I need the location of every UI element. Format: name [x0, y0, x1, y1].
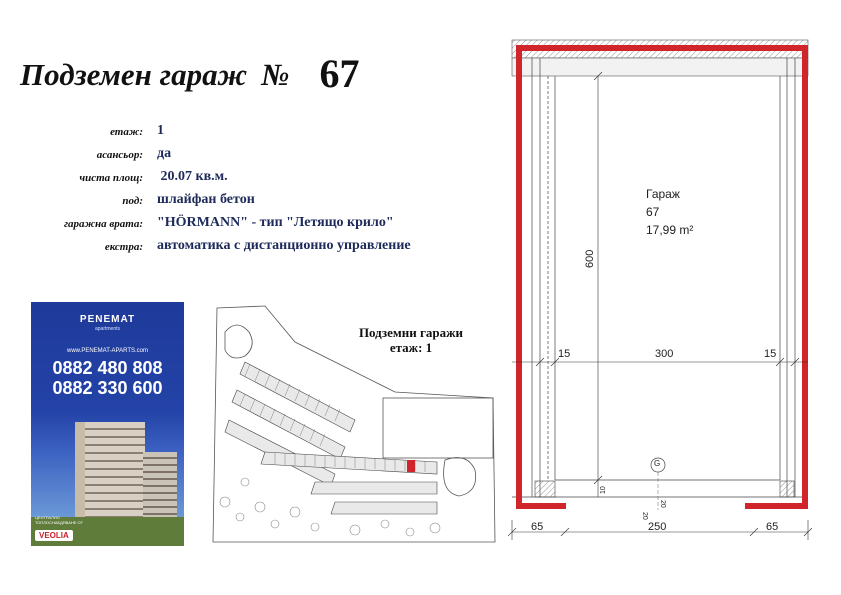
left-wall	[532, 58, 555, 497]
dim-inner-width-label: 300	[655, 348, 674, 360]
right-column	[780, 481, 794, 497]
title-text: Подземен гараж	[20, 57, 248, 92]
roundabout-bottom	[444, 458, 476, 496]
spec-value: шлайфан бетон	[157, 192, 255, 207]
dim-small-3: 10	[600, 486, 607, 494]
axis-label: G	[654, 459, 661, 468]
page-title	[20, 48, 359, 95]
door-line	[512, 480, 808, 497]
spec-label: чиста площ:	[79, 172, 143, 184]
building-illustration	[75, 422, 145, 527]
ad-brand: PENEMAT	[79, 314, 136, 325]
site-plan-title-line1: Подземни гаражи	[358, 325, 464, 340]
dim-left-wall-label: 15	[558, 348, 571, 360]
site-plan-title-line2: етаж: 1	[389, 340, 433, 355]
spec-row-floor-type	[0, 192, 520, 212]
ad-phone-2: 0882 330 600	[52, 378, 163, 398]
dim-bottom-left-label: 65	[531, 521, 544, 533]
spec-row-floor	[0, 123, 520, 143]
dim-small-2: 20	[659, 500, 666, 508]
spec-label: гаражна врата:	[63, 218, 143, 230]
dim-depth-label: 600	[584, 249, 596, 268]
dim-bottom-right-label: 65	[766, 521, 779, 533]
roundabout-top	[225, 325, 252, 358]
garage-outline-highlight	[519, 48, 805, 506]
highlighted-garage	[407, 460, 415, 472]
spec-row-elevator	[0, 146, 520, 166]
ad-url: www.PENEMAT-APARTS.com	[66, 348, 148, 354]
spec-value: автоматика с дистанционно управление	[157, 238, 411, 253]
spec-value: 1	[157, 123, 164, 138]
spec-row-garage-door	[0, 215, 520, 235]
garage-number: 67	[319, 51, 360, 96]
parking-rows	[225, 362, 437, 514]
left-column	[535, 481, 555, 497]
ad-footer: ЦЕНТРАЛНО ТОПЛОСНАБДЯВАНЕ ОТ	[35, 515, 84, 525]
spec-label: етаж:	[110, 126, 143, 138]
spec-label: екстра:	[104, 241, 143, 253]
advertisement-banner	[31, 302, 184, 546]
right-wall	[780, 58, 795, 497]
spec-row-area	[0, 169, 520, 189]
spec-value: 20.07 кв.м.	[157, 169, 228, 184]
dim-right-wall-label: 15	[764, 348, 777, 360]
spec-label: асансьор:	[96, 149, 143, 161]
dim-small-1: 20	[641, 512, 648, 520]
dim-bottom-middle-label: 250	[648, 521, 667, 533]
spec-value: "HÖRMANN" - тип "Летящо крило"	[157, 215, 394, 230]
room-name: Гараж	[646, 187, 680, 201]
room-number: 67	[646, 205, 660, 219]
spec-row-extra	[0, 238, 520, 258]
top-beam	[512, 58, 808, 76]
spec-label: под:	[122, 195, 143, 207]
ad-brand-sub: apartments	[94, 326, 120, 332]
number-sign: №	[261, 57, 290, 92]
spec-value: да	[157, 146, 172, 161]
ad-phone-1: 0882 480 808	[52, 358, 163, 378]
depth-dimension	[594, 72, 602, 484]
building-illustration-2	[143, 452, 177, 527]
site-empty-lot	[383, 398, 493, 458]
garage-floor-plan	[500, 30, 818, 550]
room-area: 17,99 m²	[646, 223, 694, 237]
site-plan-title	[336, 325, 486, 355]
veolia-logo: VEOLIA	[35, 530, 73, 541]
